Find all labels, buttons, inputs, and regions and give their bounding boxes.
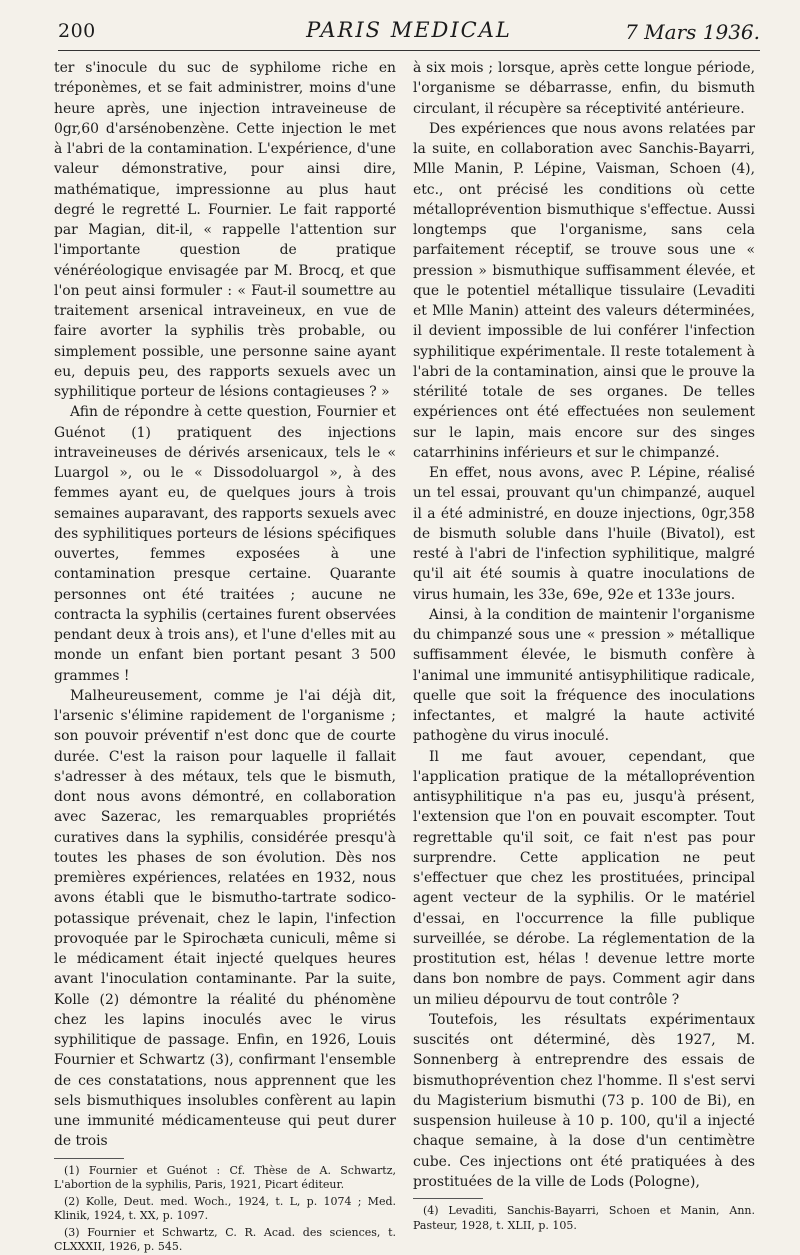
paragraph: Afin de répondre à cette question, Fournier et Guénot (1) pratiquent des injections intraveineuses de dérivés arsenicaux, tels le « Luargol », ou le « Dissodoluargol », à des femmes ayant eu, de quelques jours à trois semaines auparavant, des rapports sexuels avec des syphilitiques porteurs de lésions spécifiques ouvertes, femmes exposées à une contamination presque certaine. Quarante personnes ont été traitées ; aucune ne contracta la syphilis (certaines furent observées pendant deux à trois ans), et l'une d'elles mit au monde un enfant bien portant pesant 3 500 grammes ! xyxy=(54,404,396,684)
paragraph: Malheureusement, comme je l'ai déjà dit, l'arsenic s'élimine rapidement de l'organisme ; son pouvoir préventif n'est donc que de courte durée. C'est la raison pour laquelle il fallait s'adresser à des métaux, tels que le bismuth, dont nous avons démontré, en collaboration avec Sazerac, les remarquables propriétés curatives dans la syphilis, considérée presqu'à toutes les phases de son évolution. Dès nos premières expériences, relatées en 1932, nous avons établi que le bismutho-tartrate sodico-potassique prévenait, chez le lapin, l'infection provoquée par le Spirochæta cuniculi, même si le médicament était injecté quelques heures avant l'inoculation contaminante. Par la suite, Kolle (2) démontre la réalité du phénomène chez les lapins inoculés avec le virus syphilitique de passage. Enfin, en 1926, Louis Fournier et Schwartz (3), confirmant l'ensemble de ces constatations, nous apprennent que les sels bismuthiques insolubles confèrent au lapin une immunité médicamenteuse qui peut durer de trois xyxy=(54,687,396,1150)
footnotes xyxy=(413,1204,755,1233)
running-header xyxy=(58,14,760,51)
page-number: 200 xyxy=(58,20,96,42)
paragraph: Il me faut avouer, cependant, que l'application pratique de la métalloprévention antisyphilitique n'a pas eu, jusqu'à présent, l'extension que l'on en pouvait escompter. Tout regrettable qu'il soit, ce fait n'est pas pour surprendre. Cette application ne peut s'effectuer que chez les prostituées, principal agent vecteur de la syphilis. Or le matériel d'essai, en l'occurrence la fille publique surveillée, se dérobe. La réglementation de la prostitution est, hélas ! devenue lettre morte dans bon nombre de pays. Comment agir dans un milieu dépourvu de tout contrôle ? xyxy=(413,748,755,1008)
left-column xyxy=(54,58,396,1253)
paragraph: à six mois ; lorsque, après cette longue période, l'organisme se débarrasse, enfin, du bismuth circulant, il récupère sa réceptivité antérieure. xyxy=(413,60,755,117)
paragraph: En effet, nous avons, avec P. Lépine, réalisé un tel essai, prouvant qu'un chimpanzé, auquel il a été administré, en douze injections, 0gr,358 de bismuth soluble dans l'huile (Bivatol), est resté à l'abri de l'infection syphilitique, malgré qu'il ait été soumis à quatre inoculations de virus humain, les 33e, 69e, 92e et 133e jours. xyxy=(413,465,755,603)
footnote: (4) Levaditi, Sanchis-Bayarri, Schoen et Manin, Ann. Pasteur, 1928, t. XLII, p. 105. xyxy=(413,1204,755,1232)
paragraph: Toutefois, les résultats expérimentaux suscités ont déterminé, dès 1927, M. Sonnenberg à entreprendre des essais de bismuthoprévention chez l'homme. Il s'est servi du Magisterium bismuthi (73 p. 100 de Bi), en suspension huileuse à 10 p. 100, qu'il a injecté chaque semaine, à la dose d'un centimètre cube. Ces injections ont été pratiquées à des prostituées de la ville de Lods (Pologne), xyxy=(413,1011,755,1190)
paragraph: Ainsi, à la condition de maintenir l'organisme du chimpanzé sous une « pression » métallique suffisamment élevée, le bismuth confère à l'animal une immunité antisyphilitique radicale, quelle que soit la fréquence des inoculations infectantes, et malgré la haute activité pathogène du virus inoculé. xyxy=(413,606,755,745)
footnote-rule xyxy=(54,1158,124,1159)
footnote: (1) Fournier et Guénot : Cf. Thèse de A. Schwartz, L'abortion de la syphilis, Paris, 1921, Picart éditeur. xyxy=(54,1163,396,1191)
footnote: (3) Fournier et Schwartz, C. R. Acad. des sciences, t. CLXXXII, 1926, p. 545. xyxy=(54,1225,396,1253)
footnotes xyxy=(54,1164,396,1255)
issue-date: 7 Mars 1936. xyxy=(625,20,760,44)
footnote-rule xyxy=(413,1198,483,1199)
paragraph: Des expériences que nous avons relatées par la suite, en collaboration avec Sanchis-Bayarri, Mlle Manin, P. Lépine, Vaisman, Schoen (4), etc., ont précisé les conditions où cette métalloprévention bismuthique s'effectue. Aussi longtemps que l'organisme, sans cela parfaitement réceptif, se trouve sous une « pression » bismuthique suffisamment élevée, et que le potentiel métallique tissulaire (Levaditi et Mlle Manin) atteint des valeurs déterminées, il devient impossible de lui conférer l'infection syphilitique expérimentale. Il reste totalement à l'abri de la contamination, ainsi que le prouve la stérilité totale de ses organes. De telles expériences ont été effectuées non seulement sur le lapin, mais encore sur des singes catarrhinins inférieurs et sur le chimpanzé. xyxy=(413,120,755,461)
journal-title: PARIS MEDICAL xyxy=(306,18,512,42)
footnote: (2) Kolle, Deut. med. Woch., 1924, t. L, p. 1074 ; Med. Klinik, 1924, t. XX, p. 1097. xyxy=(54,1194,396,1222)
paragraph: ter s'inocule du suc de syphilome riche en tréponèmes, et se fait administrer, moins d'une heure après, une injection intraveineuse de 0gr,60 d'arsénobenzène. Cette injection le met à l'abri de la contamination. L'expérience, d'une valeur démonstrative, pour ainsi dire, mathématique, impressionne au plus haut degré le regretté L. Fournier. Le fait rapporté par Magian, dit-il, « rappelle l'attention sur l'importante question de pratique vénéréologique envisagée par M. Brocq, et que l'on peut ainsi formuler : « Faut-il soumettre au traitement arsenical intraveineux, en vue de faire avorter la syphilis très probable, ou simplement possible, une personne saine ayant eu, depuis peu, des rapports sexuels avec un syphilitique porteur de lésions contagieuses ? » xyxy=(54,60,396,400)
right-column xyxy=(413,58,755,1232)
